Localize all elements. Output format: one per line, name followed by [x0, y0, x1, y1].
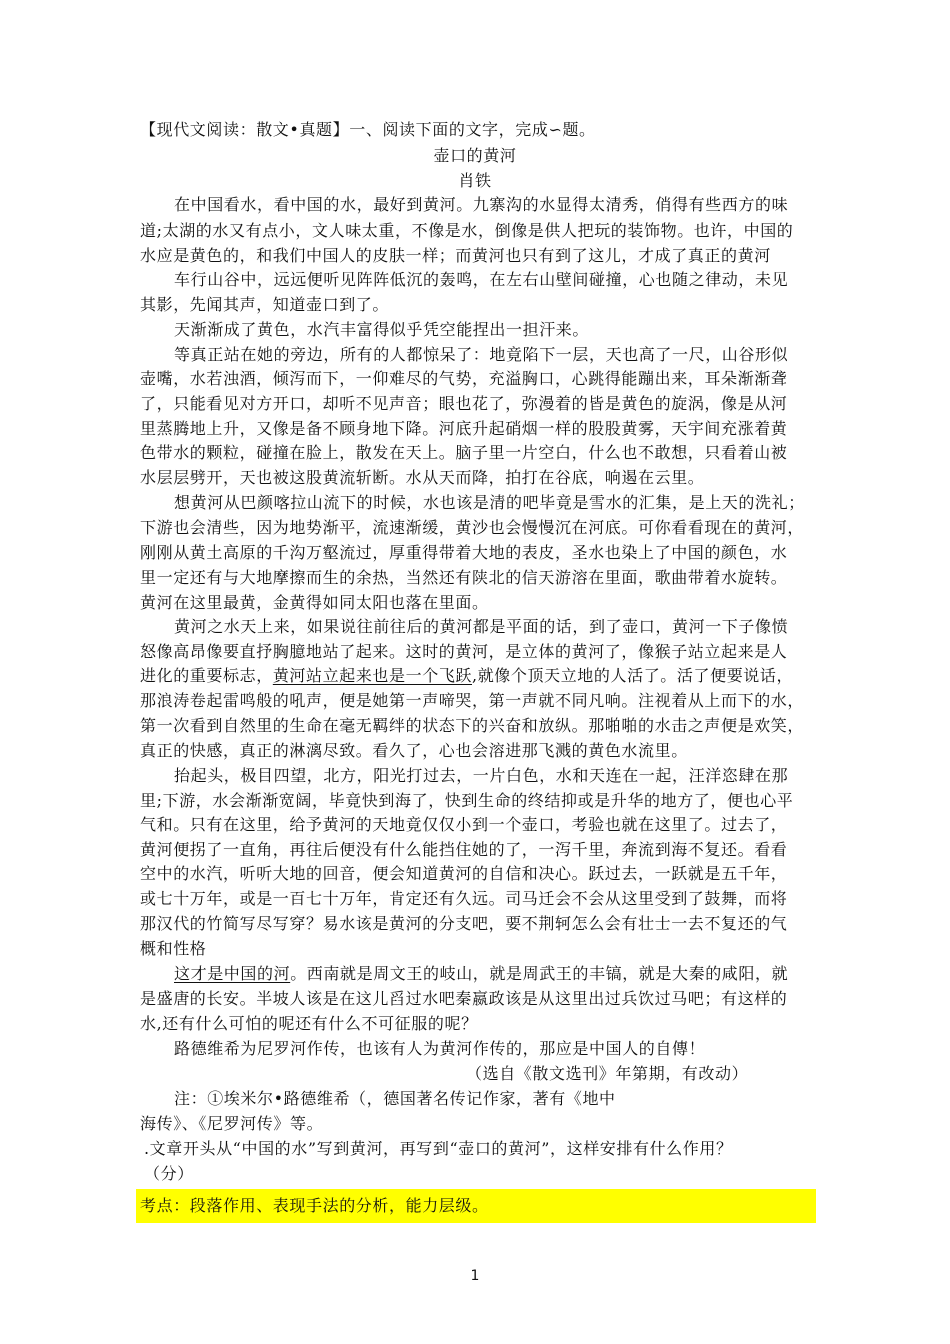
paragraph-line: 路德维希为尼罗河作传，也该有人为黄河作传的，那应是中国人的自傳！ — [174, 1039, 706, 1058]
footnote-line: 注：①埃米尔•路德维希（，德国著名传记作家，著有《地中 — [174, 1089, 616, 1108]
paragraph-line: 黄河在这里最黄，金黄得如同太阳也落在里面。 — [140, 593, 489, 612]
kaodian-highlight-box — [136, 1189, 816, 1223]
paragraph-line: 道;太湖的水又有点小，文人味太重，不像是水，倒像是供人把玩的装饰物。也许，中国的 — [140, 221, 794, 240]
paragraph-line: 壶嘴，水若浊酒，倾泻而下，一仰难尽的气势，充溢胸口，心跳得能蹦出来，耳朵渐渐聋 — [140, 369, 788, 388]
paragraph-line — [174, 962, 854, 986]
paragraph-line: 水层层劈开，天也被这股黄流斩断。水从天而降，拍打在谷底，响遏在云里。 — [140, 468, 705, 487]
essay-author: 肖铁 — [458, 171, 492, 190]
paragraph-line: 里蒸腾地上升，又像是备不顾身地下降。河底升起硝烟一样的股股黄雾，天宇间充涨着黄 — [140, 419, 788, 438]
paragraph-line: 等真正站在她的旁边，所有的人都惊呆了：地竟陷下一层，天也高了一尺，山谷形似 — [174, 345, 789, 364]
paragraph-line: 气和。只有在这里，给予黄河的天地竟仅仅小到一个壶口，考验也就在这里了。过去了， — [140, 815, 788, 834]
paragraph-line: 真正的快感，真正的淋漓尽致。看久了，心也会溶进那飞溅的黄色水流里。 — [140, 741, 688, 760]
paragraph-line: 或七十万年，或是一百七十万年，肯定还有久远。司马迁会不会从这里受到了鼓舞，而将 — [140, 889, 788, 908]
section-header: 【现代文阅读：散文•真题】一、阅读下面的文字，完成∽题。 — [140, 120, 596, 139]
paragraph-line: 第一次看到自然里的生命在毫无羁绊的状态下的兴奋和放纵。那啪啪的水击之声便是欢笑， — [140, 716, 805, 735]
underlined-phrase: 这才是中国的河 — [174, 964, 291, 983]
paragraph-line: 里;下游，水会渐渐宽阔，毕竟快到海了，快到生命的终结抑或是升华的地方了，便也心平 — [140, 791, 794, 810]
paragraph-line: 抬起头，极目四望，北方，阳光打过去，一片白色，水和天连在一起，汪洋恣肆在那 — [174, 766, 789, 785]
paragraph-line: 刚刚从黄土高原的千沟万壑流过，厚重得带着大地的表皮，圣水也染上了中国的颜色，水 — [140, 543, 788, 562]
paragraph-line: 那浪涛卷起雷鸣般的吼声，便是她第一声啼哭，第一声就不同凡响。注视着从上而下的水， — [140, 691, 805, 710]
paragraph-line: 车行山谷中，远远便听见阵阵低沉的轰鸣，在左右山壁间碰撞，心也随之律动，未见 — [174, 270, 789, 289]
paragraph-line: 下游也会清些，因为地势渐平，流速渐缓，黄沙也会慢慢沉在河底。可你看看现在的黄河， — [140, 518, 805, 537]
paragraph-line: 黄河之水天上来，如果说往前往后的黄河都是平面的话，到了壶口，黄河一下子像愤 — [174, 617, 789, 636]
footnote-line: 海传》、《尼罗河传》等。 — [140, 1114, 324, 1133]
paragraph-line: 黄河便拐了一直角，再往后便没有什么能挡住她的了，一泻千里，奔流到海不复还。看看 — [140, 840, 788, 859]
paragraph-line: 概和性格 — [140, 939, 207, 958]
question-score: （分） — [144, 1164, 194, 1183]
question-line: .文章开头从“中国的水”写到黄河，再写到“壶口的黄河”，这样安排有什么作用？ — [144, 1139, 733, 1158]
paragraph-line: 那汉代的竹简写尽写穿？易水该是黄河的分支吧，要不荆轲怎么会有壮士一去不复还的气 — [140, 914, 788, 933]
paragraph-line: 水,还有什么可怕的呢还有什么不可征服的呢？ — [140, 1014, 478, 1033]
paragraph-line: 在中国看水，看中国的水，最好到黄河。九寨沟的水显得太清秀，俏得有些西方的味 — [174, 195, 789, 214]
paragraph-line: 天渐渐成了黄色，水汽丰富得似乎凭空能捏出一担汗来。 — [174, 320, 590, 339]
underlined-phrase: 黄河站立起来也是一个飞跃 — [272, 666, 473, 685]
paragraph-line: 里一定还有与大地摩擦而生的余热，当然还有陕北的信天游溶在里面，歌曲带着水旋转。 — [140, 568, 788, 587]
page-number: 1 — [470, 1268, 480, 1284]
paragraph-line: 怒像高昂像要直抒胸臆地站了起来。这时的黄河，是立体的黄河了，像猴子站立起来是人 — [140, 642, 788, 661]
paragraph-line: 是盛唐的长安。半坡人该是在这儿舀过水吧秦嬴政该是从这里出过兵饮过马吧；有这样的 — [140, 989, 788, 1008]
paragraph-line: 想黄河从巴颜喀拉山流下的时候，水也该是清的吧毕竟是雪水的汇集，是上天的洗礼； — [174, 493, 805, 512]
line-segment: ,就像个顶天立地的人活了。活了便要说话， — [472, 666, 794, 685]
paragraph-line: 了，只能看见对方开口，却听不见声音；眼也花了，弥漫着的皆是黄色的旋涡，像是从河 — [140, 394, 788, 413]
paragraph-line — [140, 664, 820, 688]
line-segment: 。西南就是周文王的岐山，就是周武王的丰镐，就是大秦的咸阳，就 — [290, 964, 789, 983]
paragraph-line: 水应是黄色的，和我们中国人的皮肤一样；而黄河也只有到了这儿，才成了真正的黄河 — [140, 246, 771, 265]
paragraph-line: 空中的水汽，听听大地的回音，便会知道黄河的自信和决心。跃过去，一跃就是五千年， — [140, 864, 788, 883]
paragraph-line: 其影，先闻其声，知道壶口到了。 — [140, 295, 390, 314]
source-citation: （选自《散文选刊》年第期，有改动） — [466, 1064, 749, 1083]
kaodian-text: 考点：段落作用、表现手法的分析，能力层级。 — [140, 1196, 489, 1215]
essay-title: 壶口的黄河 — [433, 146, 517, 165]
line-segment: 进化的重要标志， — [140, 666, 273, 685]
paragraph-line: 色带水的颗粒，碰撞在脸上，散发在天上。脑子里一片空白，什么也不敢想，只看着山被 — [140, 443, 788, 462]
